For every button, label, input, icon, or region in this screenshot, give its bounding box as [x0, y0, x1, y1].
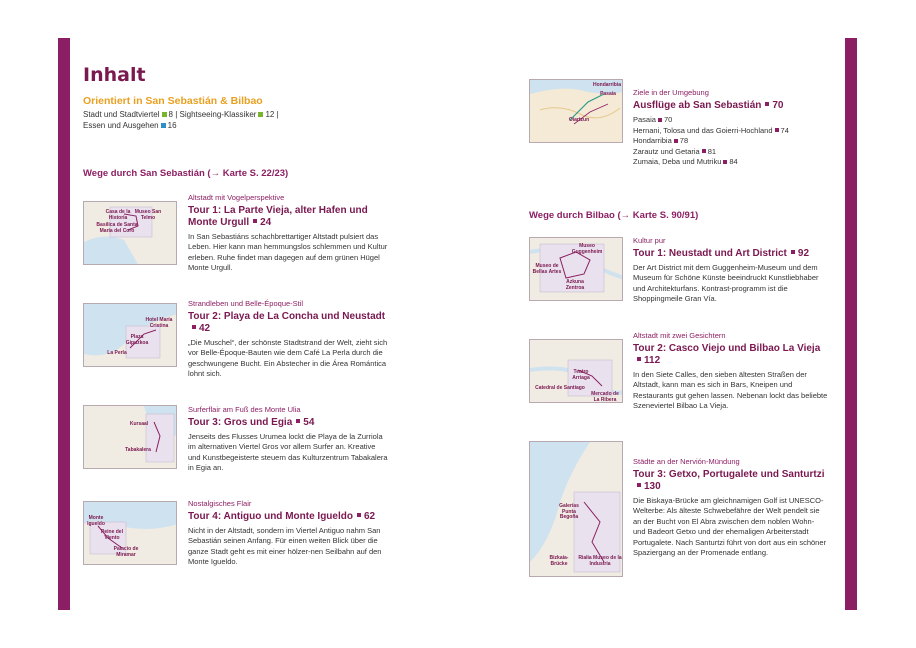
page-marker-icon [775, 128, 779, 132]
tour-title-link[interactable] [188, 417, 390, 429]
list-item[interactable] [633, 157, 828, 168]
map-label: Galerías Punta Begoña [559, 503, 579, 520]
map-thumbnail-bilbao-tour-1[interactable] [529, 237, 623, 301]
ss-tour-4-entry [188, 499, 390, 568]
map-label: Tabakalera [125, 447, 151, 453]
map-thumbnail-ss-tour-2[interactable] [83, 303, 177, 367]
tour-page: 54 [303, 417, 315, 428]
list-item-page: 78 [679, 136, 689, 145]
bilbao-section-heading: Wege durch Bilbao (→ Karte S. 90/91) [529, 210, 699, 221]
orient-line-1 [83, 110, 279, 119]
map-label: Bizkaia-Brücke [549, 555, 569, 567]
map-label: Plaza Gipuzkoa [125, 334, 149, 346]
excursions-tagline: Ziele in der Umgebung [633, 88, 709, 97]
tour-tagline: Kultur pur [633, 236, 666, 245]
blue-square-icon [161, 123, 166, 128]
page-marker-icon [192, 325, 196, 329]
list-item[interactable] [633, 147, 828, 158]
map-label: Kursaal [129, 421, 149, 427]
page-title: Inhalt [83, 64, 146, 86]
tour-title-link[interactable] [188, 205, 390, 229]
tour-title: Tour 3: Getxo, Portugalete und Santurtzi [633, 469, 825, 480]
tour-tagline: Städte an der Nervión-Mündung [633, 457, 740, 466]
tour-description: In den Siete Calles, den sieben ältesten Straßen der Altstadt, kann man es sich in Bars, Kneipen und Restaurants gut gehen lassen. Nebenan lockt das beliebte Szeneviertel Bilbao La Vieja. [633, 370, 828, 411]
excursions-title: Ausflüge ab San Sebastián [633, 100, 762, 111]
map-thumbnail-excursions[interactable] [529, 79, 623, 143]
orient-section-title: Orientiert in San Sebastián & Bilbao [83, 95, 263, 107]
tour-page: 42 [199, 323, 211, 334]
list-item-label: Zarautz und Getaria [633, 146, 700, 156]
right-page-edge-bar [845, 38, 857, 610]
map-label: Peine del Viento [101, 529, 123, 541]
map-label: Museo Guggenheim [571, 243, 603, 255]
map-label: Teatro Arriaga [572, 369, 590, 381]
page-marker-icon [765, 102, 769, 106]
tour-description: Nicht in der Altstadt, sondern im Viertel Antiguo nahm San Sebastián seinen Anfang. Für einen weiten Blick über die ganze Stadt geht es mit einer hölzer-nen Seilbahn auf den Monte Igueldo. [188, 526, 382, 567]
tour-title: Tour 2: Casco Viejo und Bilbao La Vieja [633, 343, 821, 354]
left-page-edge-bar [58, 38, 70, 610]
green-square-icon [162, 112, 167, 117]
map-label: Rialia Museo de la Industria [578, 555, 622, 567]
list-item[interactable] [633, 136, 828, 147]
page-marker-icon [723, 160, 727, 164]
tour-description: Jenseits des Flusses Urumea lockt die Playa de la Zurriola im alternativen Viertel Gros vor allem Surfer an. Kreative und Kunstbegeisterte steuern das Kulturzentrum Tabakalera in Egia an. [188, 432, 388, 473]
tour-page: 62 [363, 511, 376, 522]
map-label: Catedral de Santiago [535, 385, 585, 391]
tour-title: Tour 3: Gros und Egia [188, 417, 293, 428]
map-thumbnail-ss-tour-4[interactable] [83, 501, 177, 565]
tour-title-link[interactable] [633, 343, 828, 367]
excursions-title-link[interactable] [633, 100, 828, 112]
tour-page: 112 [644, 355, 661, 366]
orient-line-2 [83, 121, 177, 130]
bilbao-tour-3-entry [633, 457, 828, 558]
list-item[interactable] [633, 115, 828, 126]
page-marker-icon [674, 139, 678, 143]
tour-tagline: Strandleben und Belle-Époque-Stil [188, 299, 304, 308]
tour-page: 130 [644, 481, 661, 492]
tour-title-link[interactable] [633, 248, 828, 260]
list-item[interactable] [633, 126, 828, 137]
bilbao-tour-2-entry [633, 331, 828, 412]
map-label: Hondarribia [592, 82, 622, 88]
list-item-label: Pasaia [633, 115, 656, 124]
map-label: Museo de Bellas Artes [532, 263, 562, 275]
map-graphic [84, 406, 177, 469]
map-label: Mercado de La Ribera [591, 391, 619, 403]
tour-title-link[interactable] [188, 311, 390, 335]
page-marker-icon [253, 219, 257, 223]
map-label: Palacio de Miramar [113, 546, 139, 558]
page-marker-icon [296, 419, 300, 423]
tour-tagline: Altstadt mit Vogelperspektive [188, 193, 285, 202]
map-graphic [530, 80, 623, 143]
map-label: Hotel María Cristina [145, 317, 173, 329]
map-thumbnail-bilbao-tour-3[interactable] [529, 441, 623, 577]
san-sebastian-section-heading: Wege durch San Sebastián (→ Karte S. 22/23) [83, 168, 289, 179]
tour-title: Tour 4: Antiguo und Monte Igueldo [188, 511, 353, 522]
green-square-icon [258, 112, 263, 117]
tour-title: Tour 1: Neustadt und Art District [633, 248, 787, 259]
map-label: Museo San Telmo [134, 209, 162, 221]
ss-tour-2-entry [188, 299, 390, 380]
ss-tour-1-entry [188, 193, 390, 274]
tour-tagline: Altstadt mit zwei Gesichtern [633, 331, 726, 340]
orient-item-label[interactable]: Stadt und Stadtviertel [83, 110, 160, 119]
tour-title-link[interactable] [188, 511, 390, 523]
tour-description: Die Biskaya-Brücke am gleichnamigen Golf ist UNESCO-Welterbe: Als älteste Schwebefähre der Welt pendelt sie an der Bucht von El Abra zwischen dem noblen Wohn- und Badeort Getxo und der ehemaligen Arbeiterstadt Portugalete. Nach Santurtzi führt von dort aus ein schöner Spaziergang an der Promenade entlang. [633, 496, 827, 558]
list-item-label: Hernani, Tolosa und das Goierri-Hochland [633, 125, 773, 135]
orient-item-label[interactable]: Essen und Ausgehen [83, 121, 159, 130]
tour-description: Der Art District mit dem Guggenheim-Museum und dem Museum für Schöne Künste beeindruckt Kunstliebhaber und Architekturfans. Kontrast-programm ist die Shoppingmeile Gran Vía. [633, 263, 819, 304]
separator: | [276, 110, 279, 119]
map-thumbnail-bilbao-tour-2[interactable] [529, 339, 623, 403]
map-thumbnail-ss-tour-3[interactable] [83, 405, 177, 469]
excursions-list [633, 115, 828, 168]
list-item-page: 84 [729, 157, 738, 166]
list-item-page: 74 [780, 125, 789, 135]
map-label: Pasaia [600, 91, 616, 97]
bilbao-tour-1-entry [633, 236, 828, 305]
tour-tagline: Nostalgisches Flair [188, 499, 252, 508]
map-label: Basílica de Santa María del Coro [96, 222, 138, 234]
excursions-entry [633, 88, 828, 168]
list-item-label: Hondarribia [633, 136, 672, 145]
excursions-page: 70 [772, 100, 784, 111]
map-thumbnail-ss-tour-1[interactable] [83, 201, 177, 265]
tour-page: 24 [260, 217, 272, 228]
map-label: Monte Igueldo [87, 515, 105, 527]
tour-title: Tour 1: La Parte Vieja, alter Hafen und Monte Urgull [188, 205, 368, 228]
page-marker-icon [637, 357, 641, 361]
map-label: Casa de la Historia [105, 209, 131, 221]
orient-item-page: 8 [168, 110, 173, 119]
map-label: Oiartzun [568, 117, 590, 123]
tour-title-link[interactable] [633, 469, 828, 493]
ss-tour-3-entry [188, 405, 390, 474]
list-item-page: 81 [707, 146, 717, 156]
list-item-label: Zumaia, Deba und Mutriku [633, 157, 722, 166]
page-marker-icon [702, 149, 706, 153]
orient-item-page: 12 [265, 110, 275, 119]
list-item-page: 70 [663, 115, 673, 124]
tour-description: In San Sebastiáns schachbrettartiger Altstadt pulsiert das Leben. Hier kann man hemmungslos schlemmen und Kultur erleben. Ruhe findet man dagegen auf dem grünen Hügel Monte Urgull. [188, 232, 388, 273]
map-label: La Perla [107, 350, 127, 356]
map-label: Azkuna Zentroa [565, 279, 585, 291]
tour-title: Tour 2: Playa de La Concha und Neustadt [188, 311, 386, 322]
tour-tagline: Surferflair am Fuß des Monte Ulia [188, 405, 301, 414]
page-marker-icon [637, 483, 641, 487]
orient-item-page: 16 [167, 121, 177, 130]
page-marker-icon [658, 118, 662, 122]
tour-description: „Die Muschel“, der schönste Stadtstrand der Welt, zieht sich vor Belle-Époque-Bauten wie dem Café La Perla durch die geschwungene Bucht. Ein Abstecher in die Área Romántica lohnt sich. [188, 338, 388, 379]
page-marker-icon [791, 250, 795, 254]
page-marker-icon [357, 513, 361, 517]
separator: | [175, 110, 178, 119]
tour-page: 92 [797, 248, 810, 259]
orient-item-label[interactable]: Sightseeing-Klassiker [179, 110, 257, 119]
